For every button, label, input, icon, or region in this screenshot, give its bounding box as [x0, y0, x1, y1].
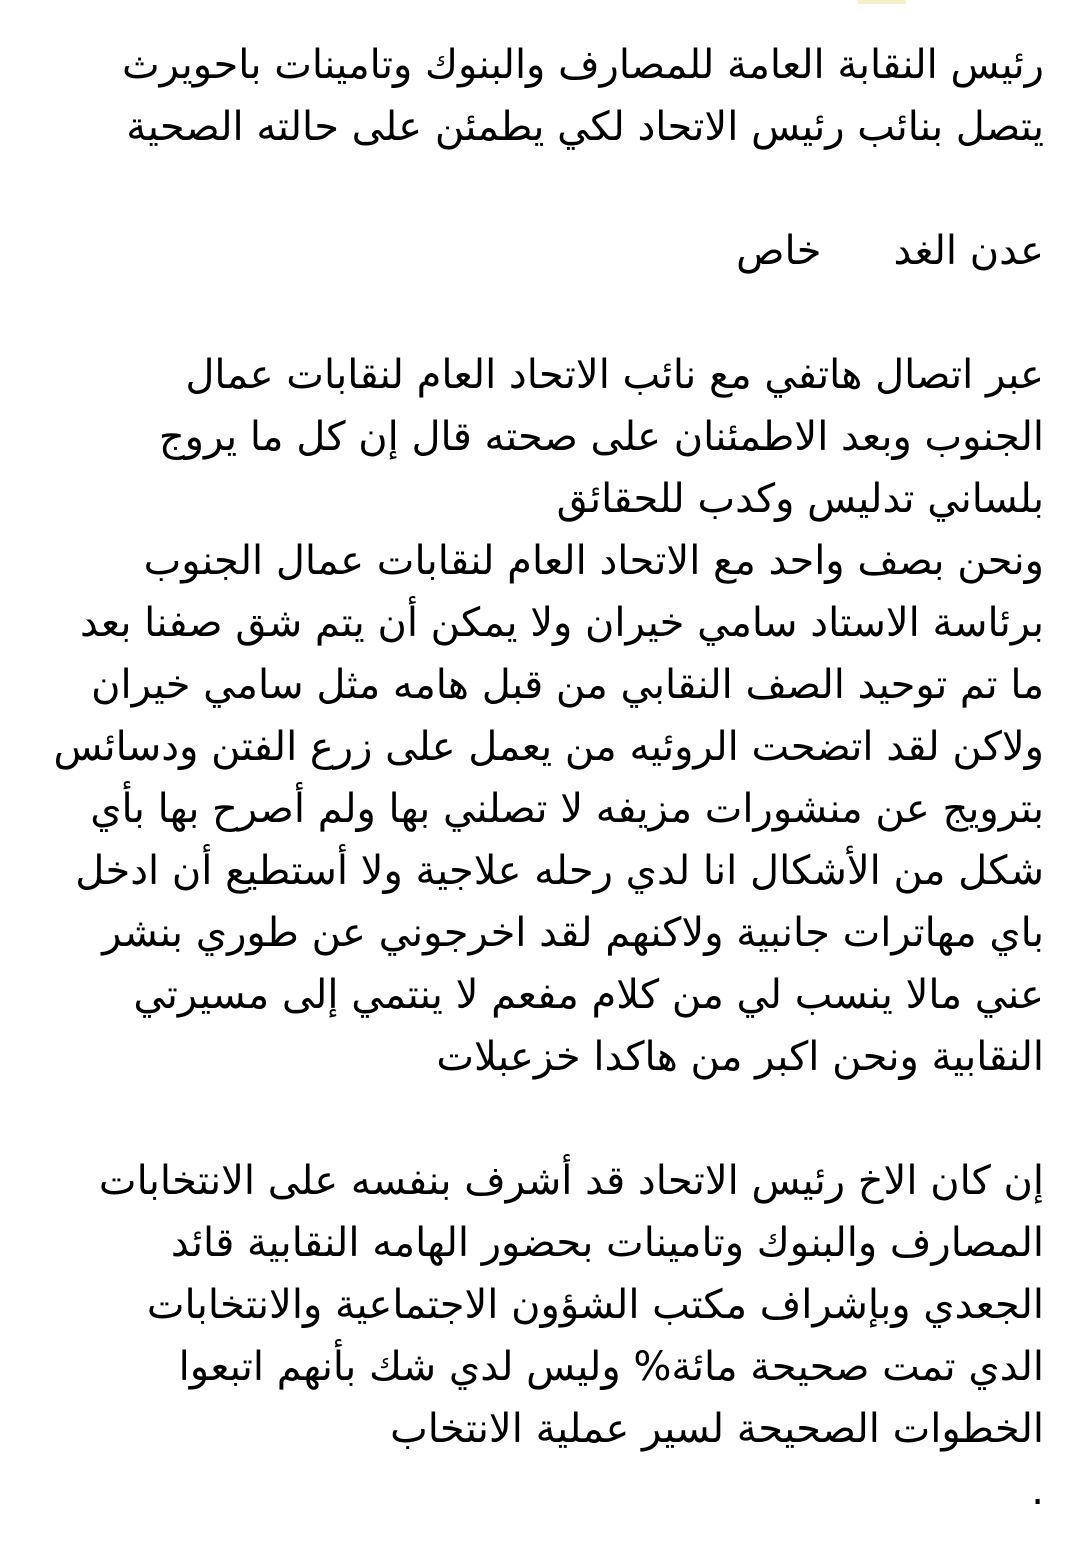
source-tag: خاص — [736, 228, 822, 274]
spacer — [34, 282, 1044, 344]
spacer — [34, 158, 1044, 220]
headline — [34, 34, 1044, 158]
paragraph-1 — [34, 344, 1044, 1088]
document-body — [34, 34, 1044, 1522]
paragraph-line: برئاسة الاستاد سامي خيران ولا يمكن أن يتم شق صفنا بعد — [80, 600, 1044, 646]
headline-line: يتصل بنائب رئيس الاتحاد لكي يطمئن على حالته الصحية — [126, 104, 1044, 150]
paragraph-line: ما تم توحيد الصف النقابي من قبل هامه مثل سامي خيران — [91, 662, 1044, 708]
paragraph-line: باي مهاترات جانبية ولاكنهم لقد اخرجوني عن طوري بنشر — [102, 910, 1044, 956]
end-mark: . — [1031, 1468, 1044, 1514]
source-line — [34, 220, 1044, 282]
paragraph-line: ونحن بصف واحد مع الاتحاد العام لنقابات عمال الجنوب — [143, 538, 1044, 584]
paragraph-line: ولاكن لقد اتضحت الروئيه من يعمل على زرع الفتن ودسائس — [53, 724, 1044, 770]
paragraph-line: عني مالا ينسب لي من كلام مفعم لا ينتمي إلى مسيرتي — [133, 972, 1044, 1018]
paragraph-line: بلساني تدليس وكدب للحقائق — [556, 476, 1044, 522]
paragraph-line: عبر اتصال هاتفي مع نائب الاتحاد العام لنقابات عمال — [185, 352, 1044, 398]
source-outlet: عدن الغد — [893, 228, 1044, 274]
paragraph-line: شكل من الأشكال انا لدي رحله علاجية ولا أستطيع أن ادخل — [75, 848, 1044, 894]
paragraph-line: المصارف والبنوك وتامينات بحضور الهامه النقابية قائد — [170, 1220, 1044, 1266]
spacer — [34, 1088, 1044, 1150]
paragraph-line: النقابية ونحن اكبر من هاكدا خزعبلات — [436, 1034, 1044, 1080]
paragraph-line: بترويج عن منشورات مزيفه لا تصلني بها ولم أصرح بها بأي — [90, 786, 1044, 832]
paragraph-line: إن كان الاخ رئيس الاتحاد قد أشرف بنفسه على الانتخابات — [98, 1158, 1044, 1204]
paragraph-2 — [34, 1150, 1044, 1460]
paragraph-line: الجنوب وبعد الاطمئنان على صحته قال إن كل ما يروج — [158, 414, 1044, 460]
headline-line: رئيس النقابة العامة للمصارف والبنوك وتامينات باحويرث — [121, 42, 1044, 88]
top-edge-strip — [858, 0, 906, 4]
paragraph-line: الخطوات الصحيحة لسير عملية الانتخاب — [390, 1406, 1044, 1452]
paragraph-line: الجعدي وبإشراف مكتب الشؤون الاجتماعية والانتخابات — [146, 1282, 1044, 1328]
paragraph-line: الدي تمت صحيحة مائة% وليس لدي شك بأنهم اتبعوا — [178, 1344, 1044, 1390]
